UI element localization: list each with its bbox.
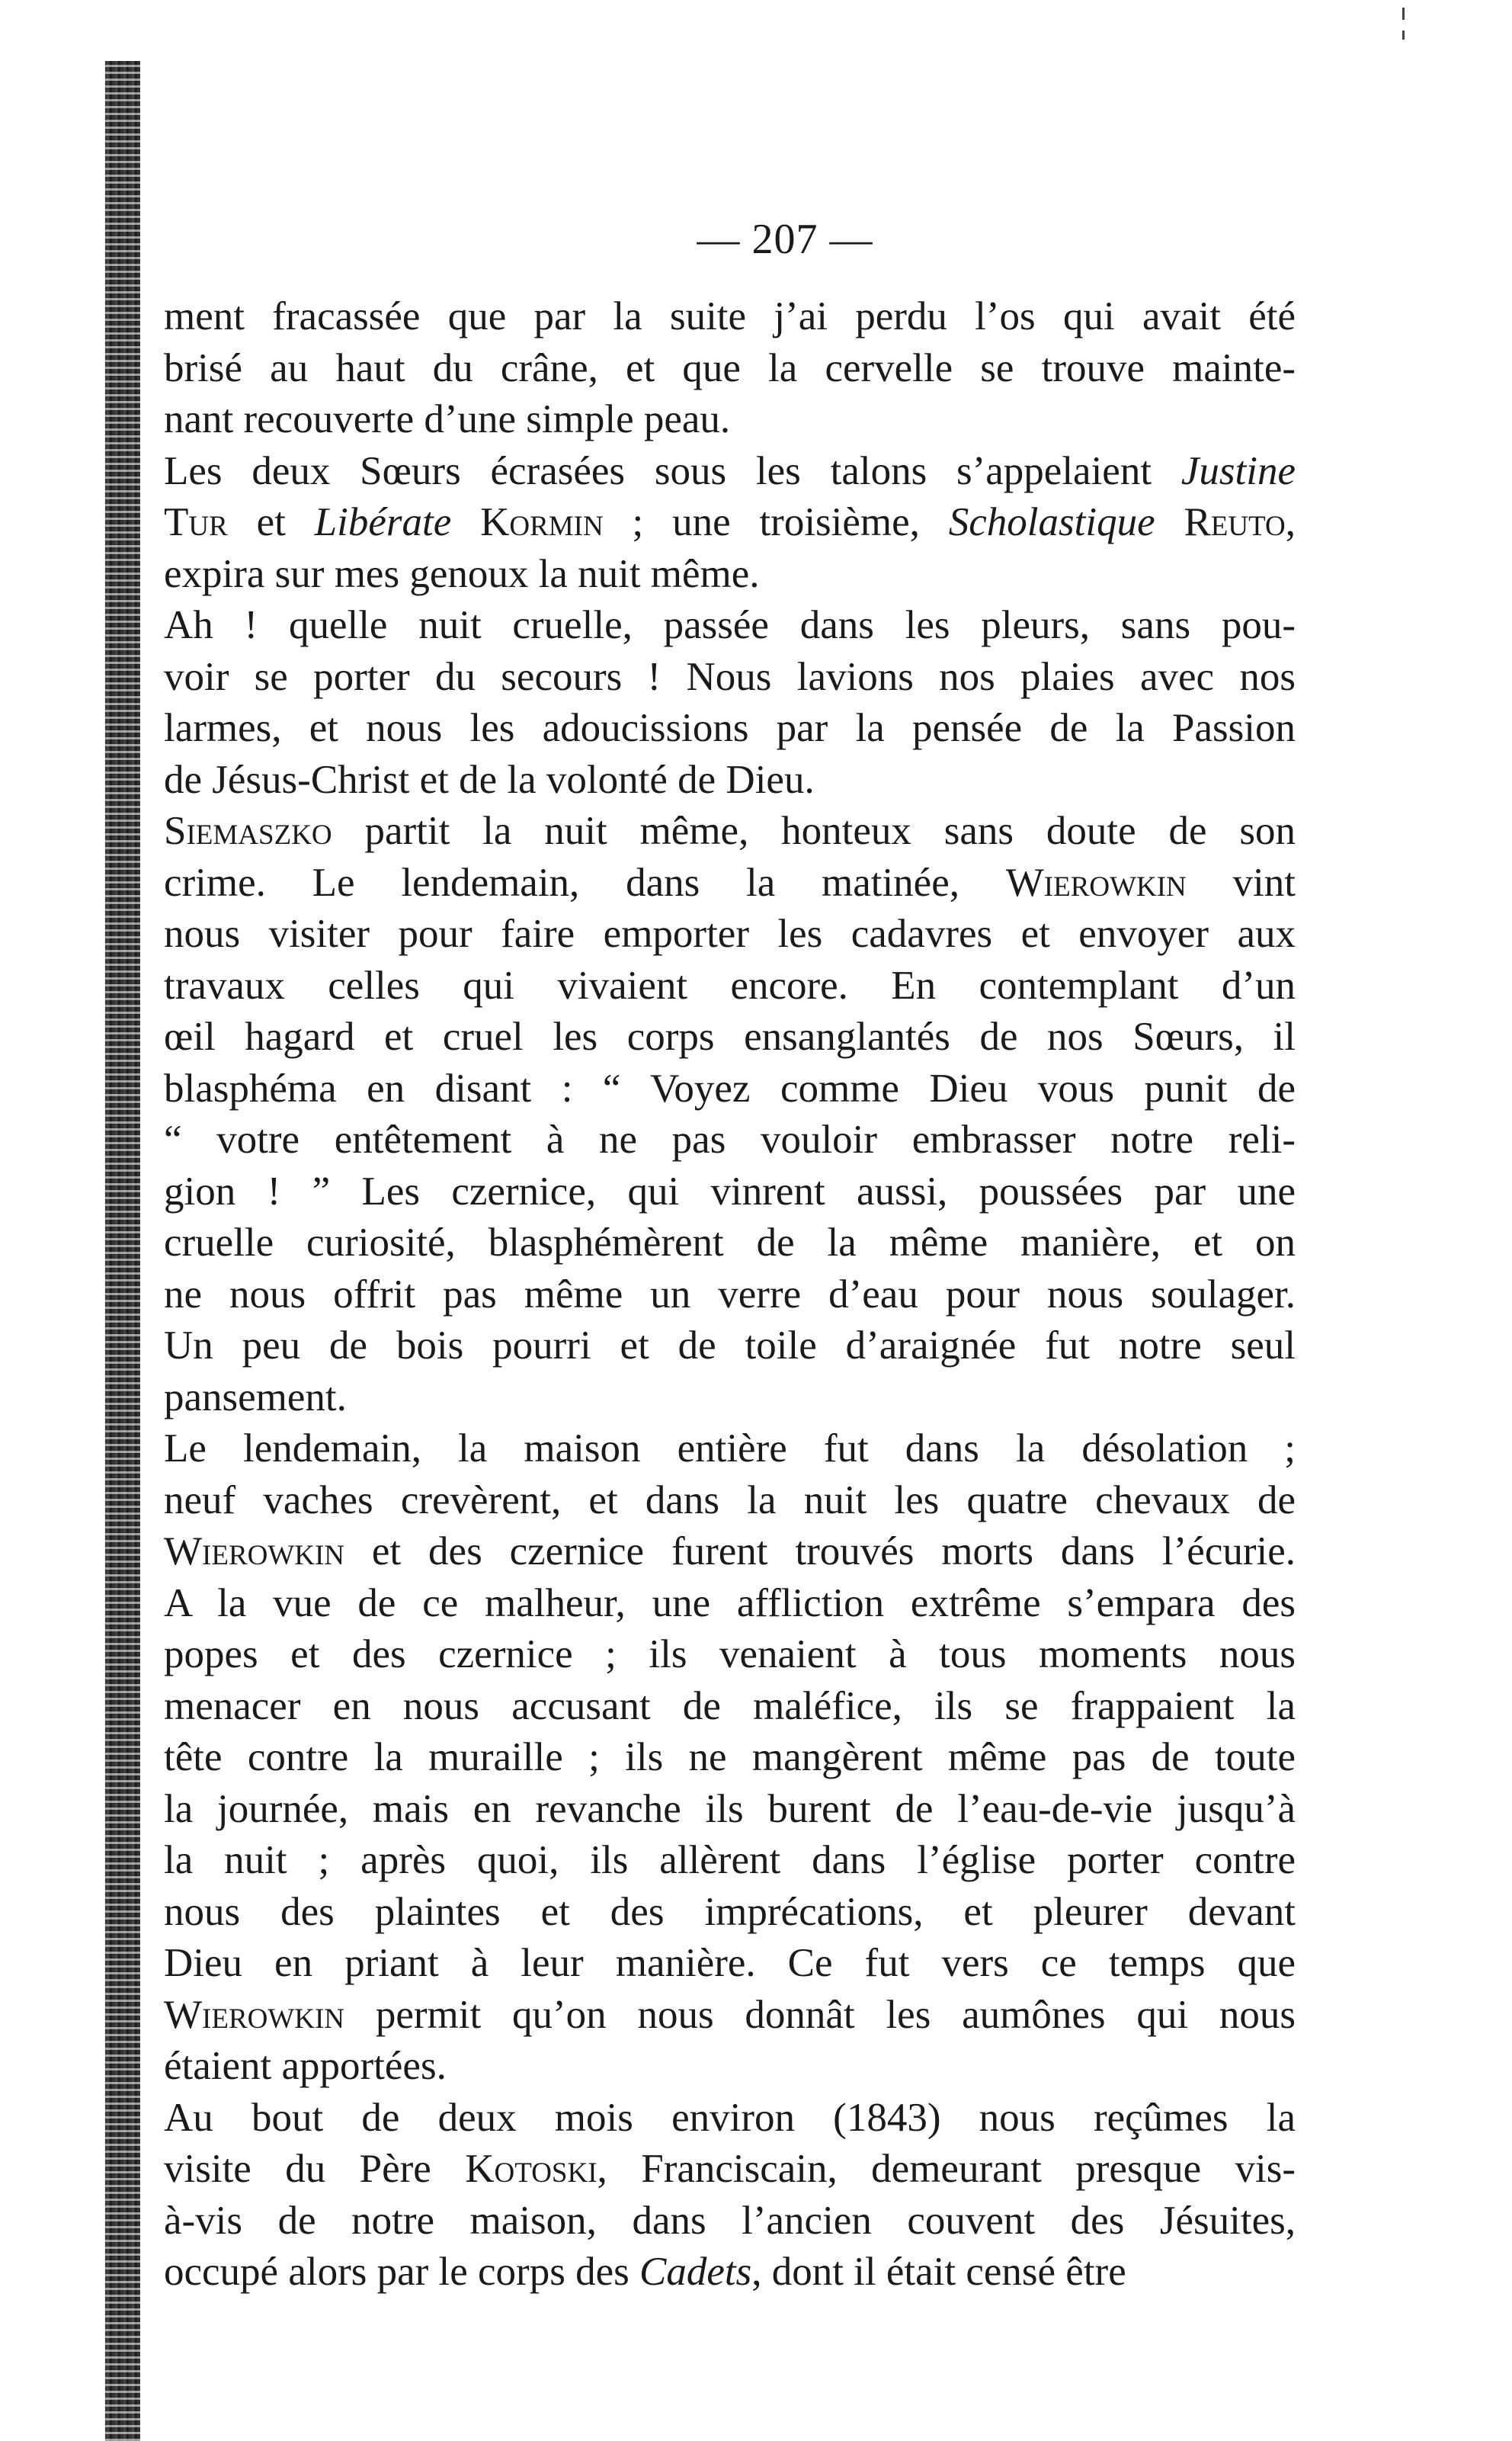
text-line: la nuit ; après quoi, ils allèrent dans l’église porter contre <box>164 1838 1296 1882</box>
text-fragment: partit la nuit même, honteux sans doute de son <box>332 809 1296 853</box>
text-line: œil hagard et cruel les corps ensanglantés de nos Sœurs, il <box>164 1015 1296 1059</box>
text-fragment: , <box>1285 500 1296 544</box>
book-spine-edge <box>105 61 140 2441</box>
text-line: nous visiter pour faire emporter les cadavres et envoyer aux <box>164 912 1296 956</box>
text-fragment <box>451 500 480 544</box>
text-line: gion ! ” Les czernice, qui vinrent aussi, poussées par une <box>164 1169 1296 1214</box>
text-line <box>164 2144 1296 2196</box>
text-fragment: Les deux Sœurs écrasées sous les talons s’appelaient <box>164 448 1181 493</box>
text-line: Dieu en priant à leur manière. Ce fut vers ce temps que <box>164 1941 1296 1985</box>
text-line: travaux celles qui vivaient encore. En contemplant d’un <box>164 963 1296 1008</box>
text-line: expira sur mes genoux la nuit même. <box>164 551 760 596</box>
text-line: blasphéma en disant : “ Voyez comme Dieu vous punit de <box>164 1066 1296 1111</box>
text-fragment: , Franciscain, demeurant presque vis- <box>597 2147 1296 2191</box>
body-text <box>164 291 1296 2298</box>
text-fragment: occupé alors par le corps des <box>164 2250 639 2294</box>
text-line: ment fracassée que par la suite j’ai perdu l’os qui avait été <box>164 294 1296 338</box>
text-line: “ votre entêtement à ne pas vouloir embrasser notre reli- <box>164 1118 1296 1162</box>
text-line <box>164 2247 1296 2298</box>
text-fragment: et <box>227 500 315 544</box>
text-line: cruelle curiosité, blasphémèrent de la même manière, et on <box>164 1220 1296 1265</box>
proper-name: Kormin <box>480 500 604 544</box>
text-line <box>164 858 1296 909</box>
text-line: voir se porter du secours ! Nous lavions nos plaies avec nos <box>164 654 1296 699</box>
text-line <box>164 1990 1296 2042</box>
text-fragment: ; une troisième, <box>603 500 949 544</box>
text-line: larmes, et nous les adoucissions par la pensée de la Passion <box>164 706 1296 750</box>
edge-mark <box>1402 30 1405 40</box>
text-line: popes et des czernice ; ils venaient à tous moments nous <box>164 1632 1296 1676</box>
italic-text: Justine <box>1180 448 1296 493</box>
proper-name: Wierowkin <box>1005 860 1187 905</box>
text-line: Un peu de bois pourri et de toile d’araignée fut notre seul <box>164 1323 1296 1368</box>
text-line: neuf vaches crevèrent, et dans la nuit les quatre chevaux de <box>164 1477 1296 1522</box>
text-fragment: vint <box>1186 860 1296 905</box>
text-line <box>164 1526 1296 1578</box>
italic-text: Libérate <box>314 500 452 544</box>
text-line: à-vis de notre maison, dans l’ancien couvent des Jésuites, <box>164 2198 1296 2243</box>
text-line: pansement. <box>164 1374 347 1419</box>
proper-name: Wierowkin <box>164 1529 345 1573</box>
text-line <box>164 806 1296 858</box>
page-number: — 207 — <box>697 216 873 263</box>
text-line: de Jésus-Christ et de la volonté de Dieu. <box>164 757 815 802</box>
text-fragment: , dont il était censé être <box>751 2250 1126 2294</box>
text-line <box>164 446 1296 498</box>
text-line: brisé au haut du crâne, et que la cervelle se trouve mainte- <box>164 345 1296 390</box>
text-line: nant recouverte d’une simple peau. <box>164 397 731 441</box>
text-line: nous des plaintes et des imprécations, et pleurer devant <box>164 1889 1296 1934</box>
proper-name: Tur <box>164 500 228 544</box>
text-fragment <box>1155 500 1184 544</box>
text-line: menacer en nous accusant de maléfice, ils se frappaient la <box>164 1683 1296 1728</box>
text-line: étaient apportées. <box>164 2044 447 2088</box>
proper-name: Wierowkin <box>164 1992 345 2037</box>
text-line: la journée, mais en revanche ils burent de l’eau-de-vie jusqu’à <box>164 1786 1296 1831</box>
text-line: A la vue de ce malheur, une affliction extrême s’empara des <box>164 1580 1296 1625</box>
text-line: Ah ! quelle nuit cruelle, passée dans les pleurs, sans pou- <box>164 603 1296 647</box>
text-line <box>164 497 1296 549</box>
italic-text: Scholastique <box>948 500 1155 544</box>
text-fragment: permit qu’on nous donnât les aumônes qui nous <box>344 1992 1296 2037</box>
proper-name: Siemaszko <box>164 809 332 853</box>
text-line: tête contre la muraille ; ils ne mangèrent même pas de toute <box>164 1735 1296 1779</box>
text-fragment: crime. Le lendemain, dans la matinée, <box>164 860 1006 905</box>
edge-mark <box>1402 8 1405 20</box>
proper-name: Reuto <box>1184 500 1286 544</box>
text-line: Le lendemain, la maison entière fut dans la désolation ; <box>164 1426 1296 1471</box>
text-line: ne nous offrit pas même un verre d’eau pour nous soulager. <box>164 1272 1296 1317</box>
text-fragment: et des czernice furent trouvés morts dans l’écurie. <box>344 1529 1296 1573</box>
italic-text: Cadets <box>639 2250 752 2294</box>
text-line: Au bout de deux mois environ (1843) nous reçûmes la <box>164 2095 1296 2140</box>
text-fragment: visite du Père <box>164 2147 466 2191</box>
proper-name: Kotoski <box>465 2147 597 2191</box>
